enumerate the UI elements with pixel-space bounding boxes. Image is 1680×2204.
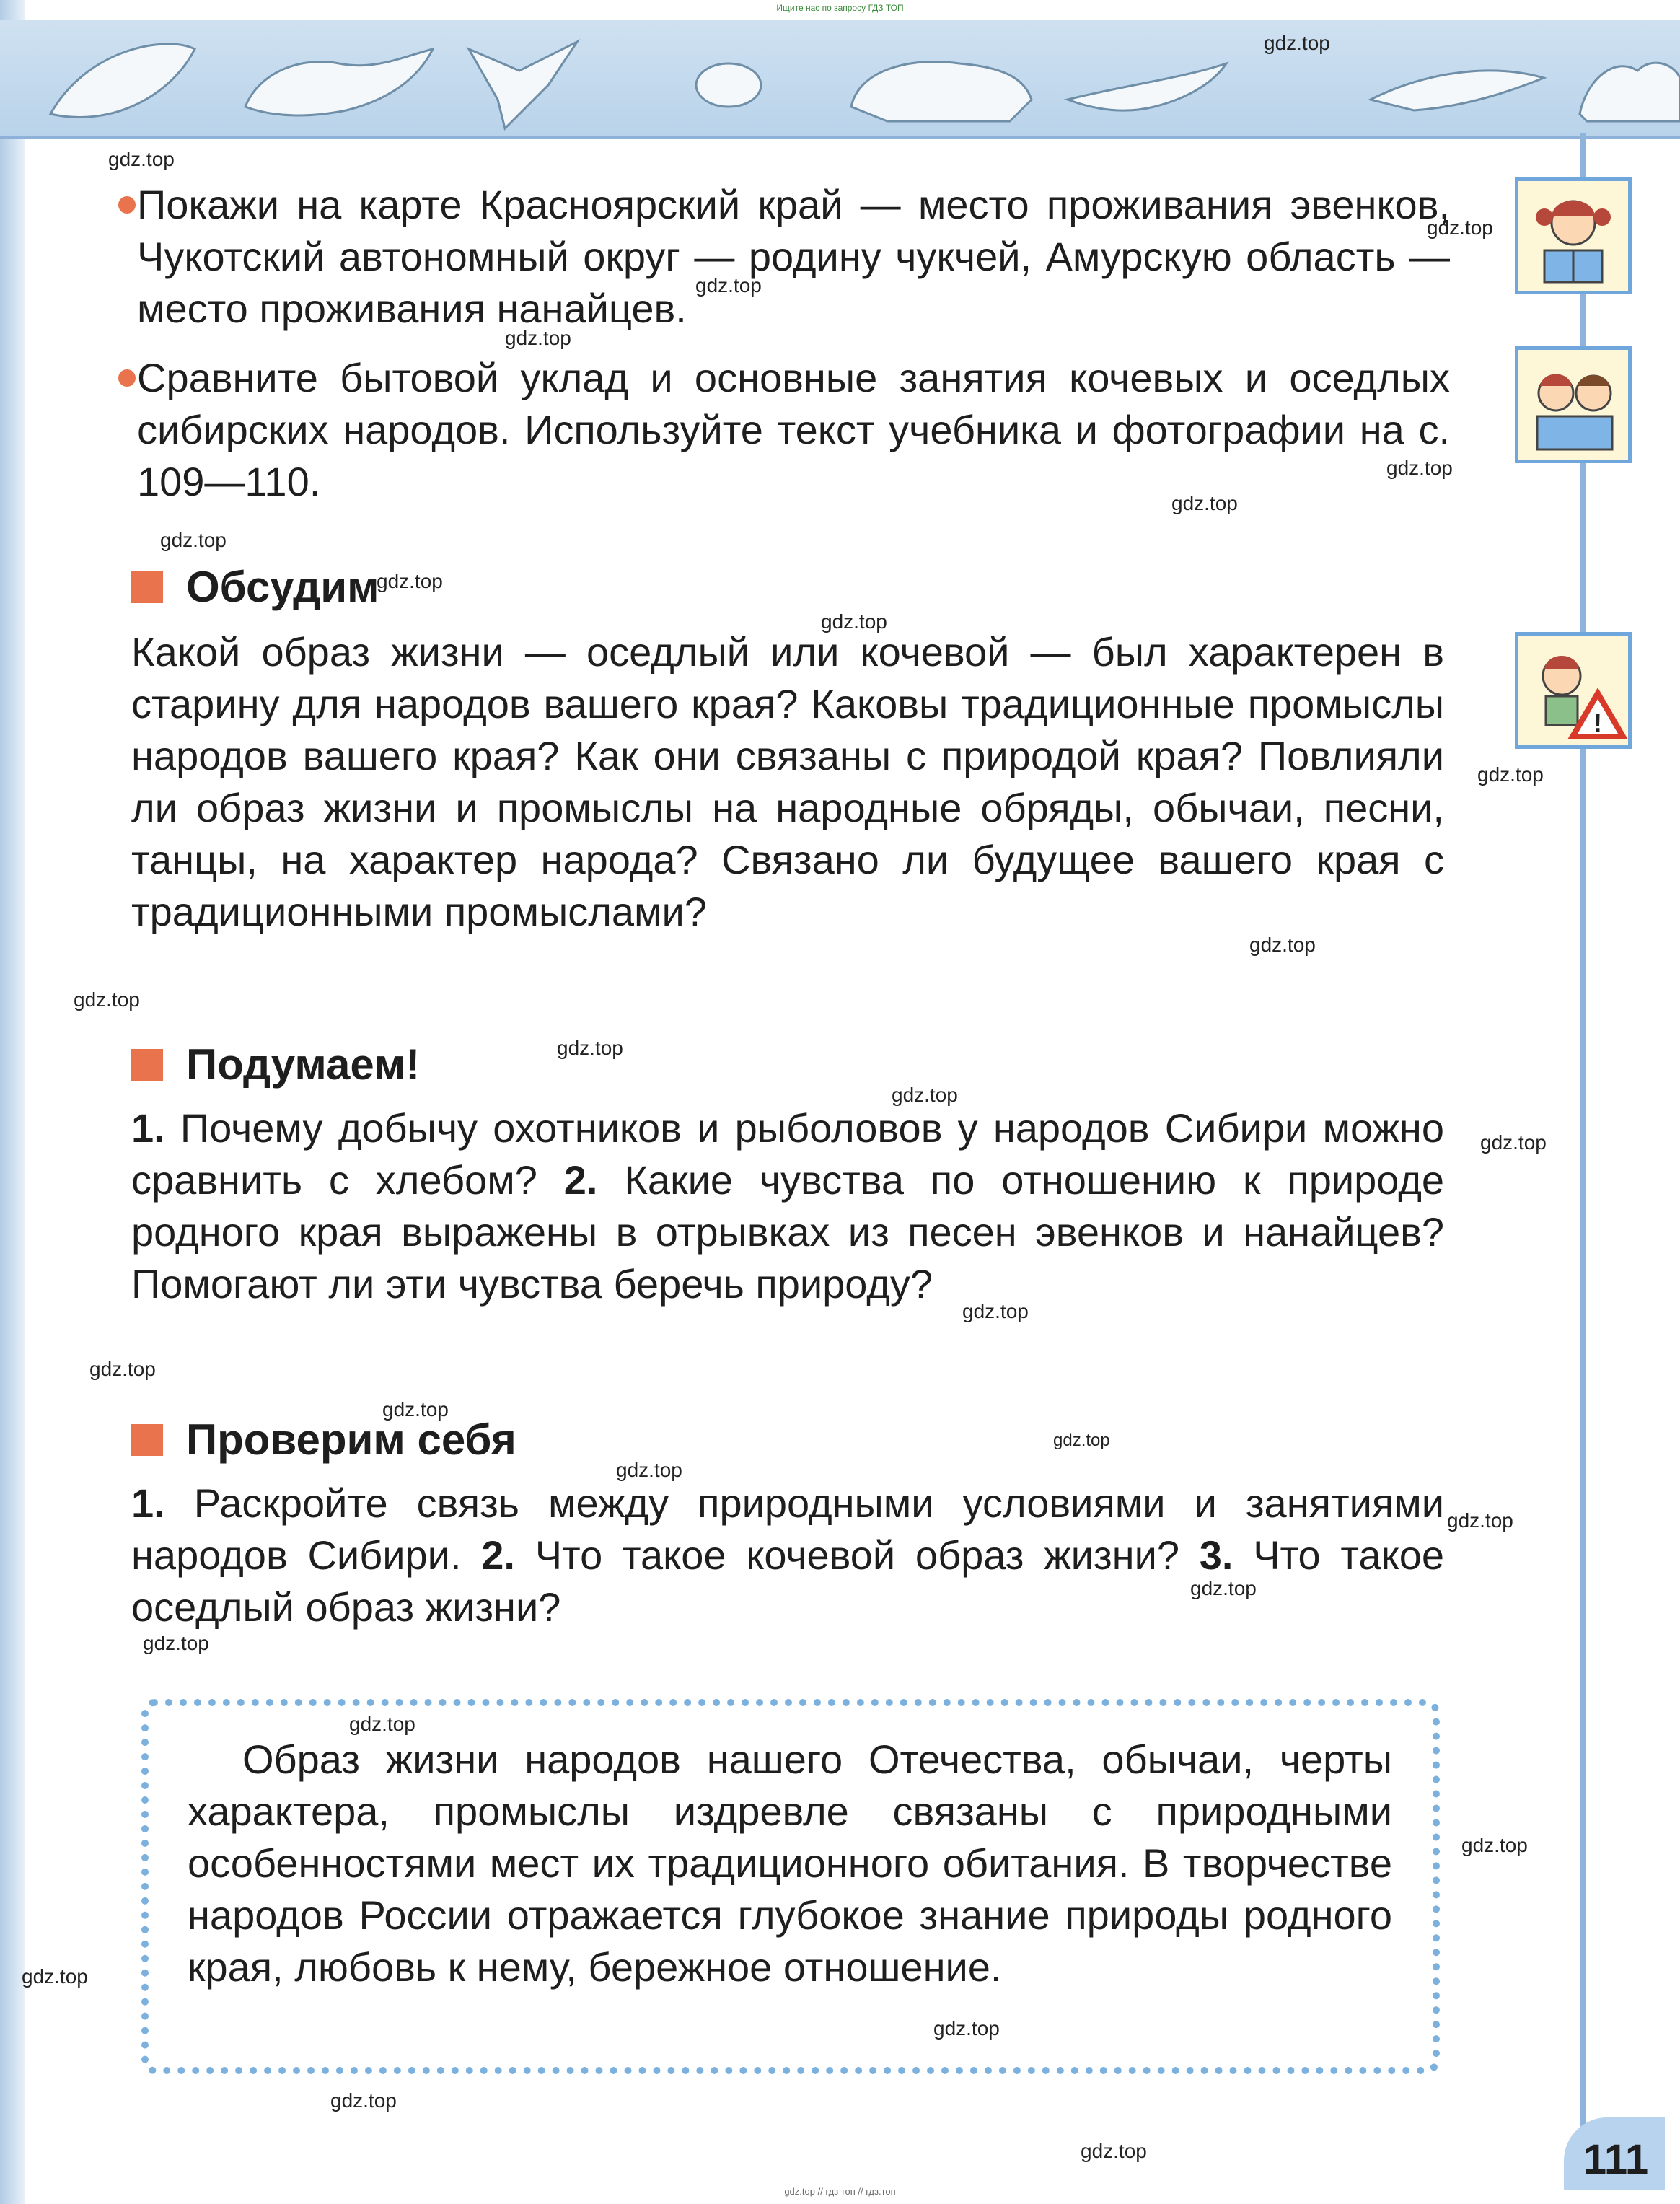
section-marker-icon (131, 1424, 163, 1456)
watermark: gdz.top (377, 570, 443, 592)
question-text: Какие чувства по отношению к природе родного края выражены в отрывках из песен эвенков и нанайцев? Помогают ли эти чувства беречь природу? (131, 1157, 1445, 1307)
svg-text:!: ! (1593, 708, 1602, 737)
watermark: gdz.top (1477, 763, 1544, 786)
watermark: gdz.top (330, 2089, 397, 2112)
question-number: 2. (563, 1157, 598, 1203)
footer-note: gdz.top // гдз топ // гдз.топ (784, 2186, 896, 2197)
camel-icon (1580, 63, 1680, 121)
watermark: gdz.top (1053, 1431, 1110, 1450)
reading-pair-icon (1515, 346, 1632, 463)
watermark: gdz.top (505, 327, 571, 349)
watermark: gdz.top (821, 610, 887, 633)
watermark: gdz.top (557, 1037, 623, 1059)
question-number: 1. (131, 1105, 165, 1151)
bullet-dot-icon (118, 196, 136, 214)
bullet-text: Сравните бытовой уклад и основные занятия кочевых и оседлых сибирских народов. Используйте текст учебника и фотографии на с. 109—110. (137, 355, 1450, 504)
page-number: 111 (1583, 2136, 1649, 2183)
animals-illustration (0, 20, 1680, 136)
watermark: gdz.top (1447, 1509, 1513, 1532)
watermark: gdz.top (892, 1084, 958, 1106)
question-number: 1. (131, 1480, 165, 1526)
section-marker-icon (131, 571, 163, 603)
question-number: 2. (481, 1532, 515, 1578)
bullet-dot-icon (118, 369, 136, 387)
discuss-text: Какой образ жизни — оседлый или кочевой — был характерен в старину для народов вашего края? Каковы традиционные промыслы народов вашего края? Как они связаны с природой края? Повлияли ли образ жизни и промыслы на народные обряды, обычаи, песни, танцы, на характер народа? Связано ли будущее вашего края с традиционными промыслами? (131, 629, 1444, 934)
question-text: Что такое оседлый образ жизни? (131, 1532, 1445, 1630)
bullet-item-map (137, 179, 1450, 335)
watermark: gdz.top (349, 1713, 415, 1735)
watermark: gdz.top (1480, 1131, 1547, 1154)
header-banner (0, 20, 1680, 139)
watermark: gdz.top (695, 274, 762, 297)
search-hint: Ищите нас по запросу ГДЗ ТОП (776, 3, 904, 13)
watermark: gdz.top (1264, 32, 1330, 54)
summary-text: Образ жизни народов нашего Отечества, обычаи, черты характера, промыслы издревле связаны с природными особенностями мест их традиционного обитания. В творчестве народов России отражается глубокое знание природы родного края, любовь к нему, бережное отношение. (188, 1737, 1392, 1990)
polar-bear-icon (851, 62, 1032, 122)
watermark: gdz.top (108, 148, 175, 170)
bullet-text: Покажи на карте Красноярский край — место проживания эвенков, Чукотский автономный округ — родину чукчей, Амурскую область — место проживания нанайцев. (137, 182, 1450, 331)
watermark: gdz.top (1081, 2140, 1147, 2162)
beetle-icon (696, 63, 761, 107)
watermark: gdz.top (143, 1632, 209, 1654)
watermark: gdz.top (1190, 1577, 1257, 1599)
eagle-icon (1068, 63, 1226, 110)
reading-girl-icon (1515, 177, 1632, 294)
watermark: gdz.top (89, 1358, 156, 1380)
watermark: gdz.top (1386, 457, 1453, 479)
watermark: gdz.top (1171, 492, 1238, 514)
watermark: gdz.top (382, 1398, 449, 1421)
watermark: gdz.top (1461, 1834, 1528, 1856)
watermark: gdz.top (616, 1459, 682, 1481)
section-marker-icon (131, 1049, 163, 1081)
crane-icon (469, 42, 577, 128)
watermark: gdz.top (962, 1300, 1029, 1322)
think-questions (131, 1102, 1444, 1310)
bullet-item-compare (137, 352, 1450, 508)
check-questions (131, 1478, 1444, 1633)
left-page-edge (0, 0, 25, 2204)
dolphin-icon (1371, 71, 1544, 110)
watermark: gdz.top (1249, 934, 1316, 956)
question-text: Почему добычу охотников и рыболовов у народов Сибири можно сравнить с хлебом? (131, 1105, 1444, 1203)
warning-girl-icon (1515, 632, 1632, 749)
watermark: gdz.top (1427, 216, 1493, 239)
summary-box (141, 1699, 1440, 2074)
question-text: Раскройте связь между природными условиями и занятиями народов Сибири. (131, 1480, 1444, 1578)
watermark: gdz.top (160, 529, 227, 551)
seal-icon (245, 49, 433, 115)
leaf-icon (50, 44, 195, 118)
question-text: Что такое кочевой образ жизни? (535, 1532, 1179, 1578)
question-number: 3. (1199, 1532, 1233, 1578)
watermark: gdz.top (74, 988, 140, 1011)
watermark: gdz.top (933, 2017, 1000, 2040)
watermark: gdz.top (22, 1965, 88, 1988)
